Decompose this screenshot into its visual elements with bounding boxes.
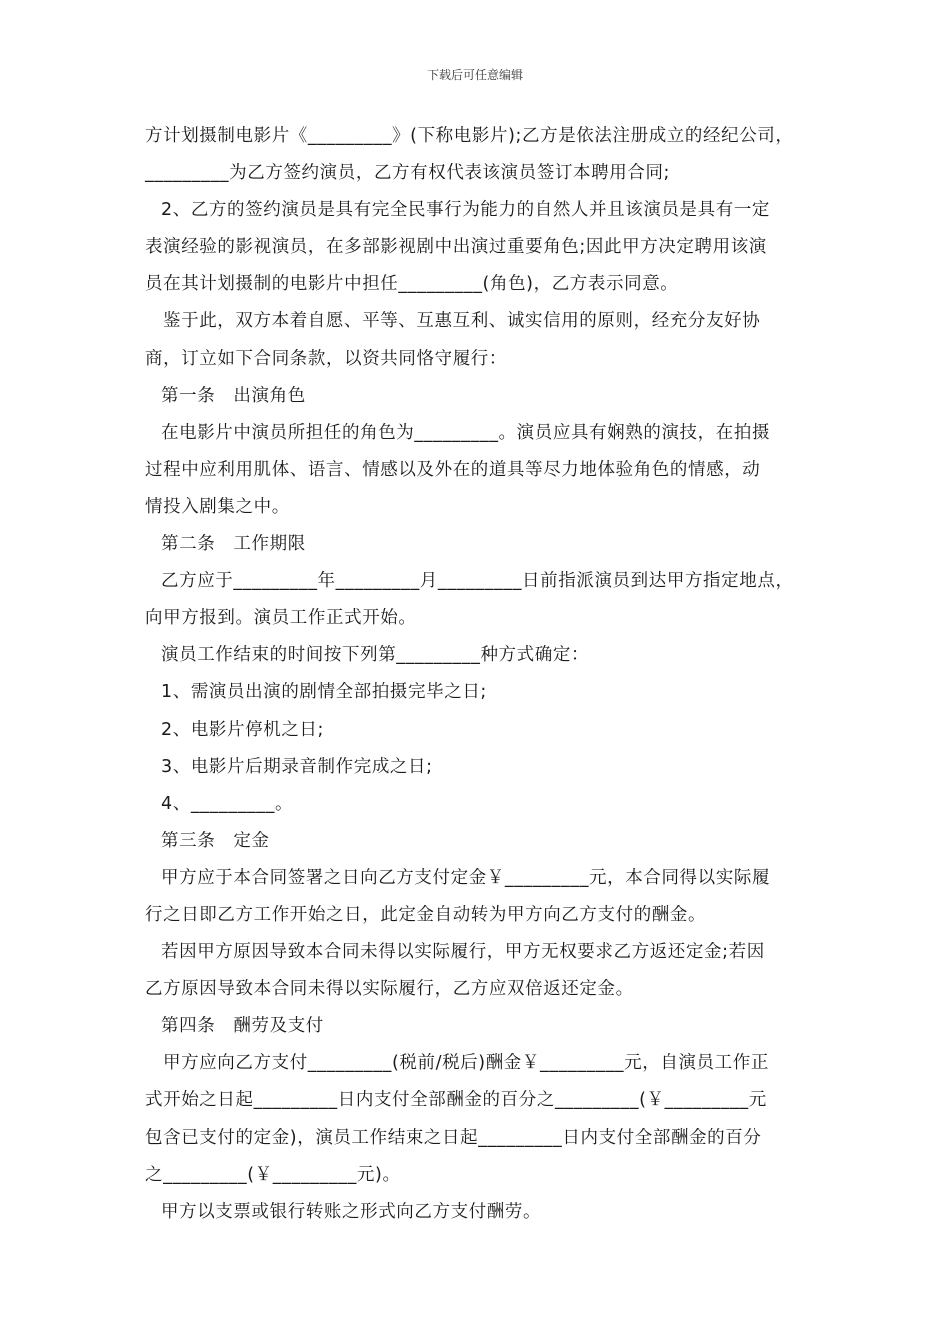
contract-body xyxy=(145,118,815,1231)
paragraph-line: 商，订立如下合同条款，以资共同恪守履行： xyxy=(145,348,507,369)
paragraph-line: 鉴于此，双方本着自愿、平等、互惠互利、诚实信用的原则，经充分友好协 xyxy=(163,311,761,332)
article-heading: 第二条 工作期限 xyxy=(161,534,306,555)
article-heading: 第一条 出演角色 xyxy=(161,385,306,406)
paragraph-line: 若因甲方原因导致本合同未得以实际履行，甲方无权要求乙方返还定金;若因 xyxy=(161,942,765,963)
paragraph-line: 甲方应向乙方支付_________(税前/税后)酬金￥_________元，自演员工作正 xyxy=(163,1053,769,1074)
list-item: 2、电影片停机之日; xyxy=(161,719,325,740)
paragraph-line: 表演经验的影视演员，在多部影视剧中出演过重要角色;因此甲方决定聘用该演 xyxy=(145,237,767,258)
paragraph-line: 在电影片中演员所担任的角色为_________。演员应具有娴熟的演技，在拍摄 xyxy=(161,422,771,443)
paragraph-line: _________为乙方签约演员，乙方有权代表该演员签订本聘用合同; xyxy=(145,163,671,184)
paragraph-line: 方计划摄制电影片《_________》(下称电影片);乙方是依法注册成立的经纪公司， xyxy=(145,126,794,146)
paragraph-line: 乙方原因导致本合同未得以实际履行，乙方应双倍返还定金。 xyxy=(145,979,634,1000)
paragraph-line: 乙方应于_________年_________月_________日前指派演员到达甲方指定地点， xyxy=(161,571,794,592)
list-item: 3、电影片后期录音制作完成之日; xyxy=(161,756,433,777)
article-heading: 第四条 酬劳及支付 xyxy=(161,1016,324,1037)
paragraph-line: 式开始之日起_________日内支付全部酬金的百分之_________(￥_________元 xyxy=(145,1090,767,1111)
paragraph-line: 员在其计划摄制的电影片中担任_________(角色)，乙方表示同意。 xyxy=(145,274,679,295)
paragraph-line: 演员工作结束的时间按下列第_________种方式确定： xyxy=(161,645,590,666)
paragraph-line: 甲方以支票或银行转账之形式向乙方支付酬劳。 xyxy=(161,1201,542,1222)
article-heading: 第三条 定金 xyxy=(161,830,270,851)
list-item: 4、_________。 xyxy=(161,793,294,814)
paragraph-line: 包含已支付的定金)，演员工作结束之日起_________日内支付全部酬金的百分 xyxy=(145,1127,762,1148)
list-item: 1、需演员出演的剧情全部拍摄完毕之日; xyxy=(161,682,487,703)
paragraph-line: 过程中应利用肌体、语言、情感以及外在的道具等尽力地体验角色的情感，动 xyxy=(145,459,761,480)
paragraph-line: 行之日即乙方工作开始之日，此定金自动转为甲方向乙方支付的酬金。 xyxy=(145,904,707,925)
paragraph-line: 情投入剧集之中。 xyxy=(145,496,290,517)
page-header: 下载后可任意编辑 xyxy=(426,68,523,82)
paragraph-line: 甲方应于本合同签署之日向乙方支付定金￥_________元，本合同得以实际履 xyxy=(161,867,771,888)
paragraph-line: 2、乙方的签约演员是具有完全民事行为能力的自然人并且该演员是具有一定 xyxy=(161,200,771,221)
paragraph-line: 向甲方报到。演员工作正式开始。 xyxy=(145,608,417,629)
paragraph-line: 之_________(￥_________元)。 xyxy=(145,1164,401,1185)
